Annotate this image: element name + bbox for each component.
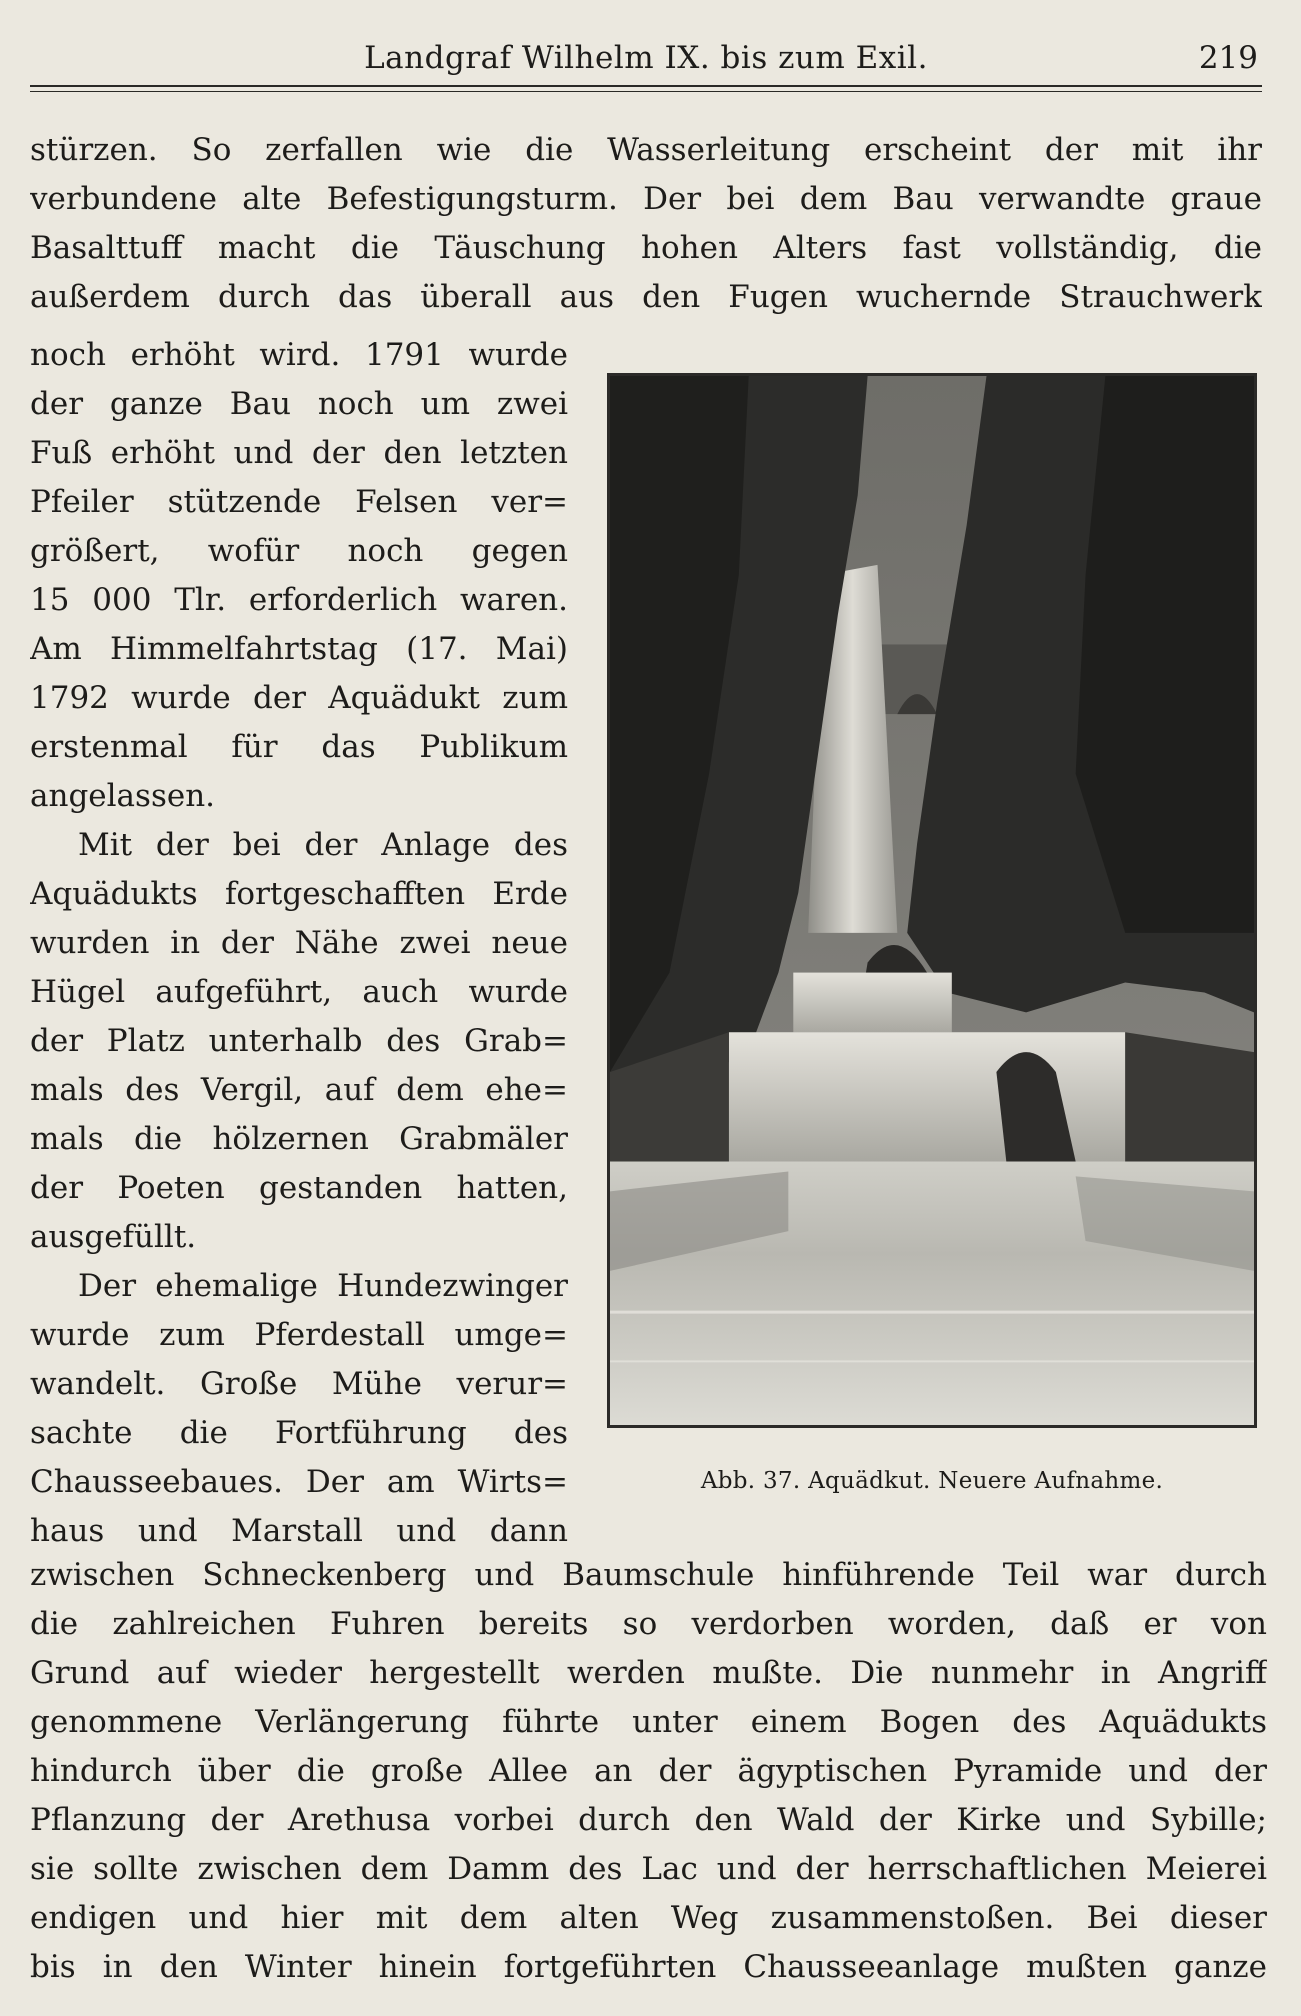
text-line: mals die hölzernen Grabmäler: [30, 1121, 568, 1157]
text-line: der Poeten gestanden hatten,: [30, 1170, 568, 1206]
text-line: die zahlreichen Fuhren bereits so verdorben worden, daß er von: [30, 1606, 1267, 1642]
paragraph-top: [30, 126, 1262, 322]
running-header: [30, 28, 1262, 88]
text-line: wurde zum Pferdestall umge=: [30, 1317, 568, 1353]
figure-photo-frame: [607, 373, 1257, 1428]
text-line: Chausseebaues. Der am Wirts=: [30, 1464, 568, 1500]
text-line: bis in den Winter hinein fortgeführten Chausseeanlage mußten ganze: [30, 1949, 1267, 1985]
waterfall-photo: [610, 376, 1254, 1425]
text-line: wandelt. Große Mühe verur=: [30, 1366, 568, 1402]
text-line: genommene Verlängerung führte unter einem Bogen des Aquädukts: [30, 1704, 1267, 1740]
text-line: Aquädukts fortgeschafften Erde: [30, 876, 568, 912]
text-line: der ganze Bau noch um zwei: [30, 386, 568, 422]
text-line: Grund auf wieder hergestellt werden mußte. Die nunmehr in Angriff: [30, 1655, 1267, 1691]
paragraph-left-column: [30, 331, 568, 1556]
text-line: zwischen Schneckenberg und Baumschule hinführende Teil war durch: [30, 1557, 1267, 1593]
text-line: sachte die Fortführung des: [30, 1415, 568, 1451]
text-line: ausgefüllt.: [30, 1219, 197, 1255]
text-line: verbundene alte Befestigungsturm. Der bei dem Bau verwandte graue: [30, 181, 1262, 217]
paragraph-bottom: [30, 1551, 1267, 1992]
text-line: haus und Marstall und dann: [30, 1513, 568, 1549]
figure-caption: Abb. 37. Aquädkut. Neuere Aufnahme.: [700, 1468, 1164, 1494]
text-line: mals des Vergil, auf dem ehe=: [30, 1072, 568, 1108]
text-line: wurden in der Nähe zwei neue: [30, 925, 568, 961]
text-line: Pflanzung der Arethusa vorbei durch den Wald der Kirke und Sybille;: [30, 1802, 1267, 1838]
text-line: 15 000 Tlr. erforderlich waren.: [30, 582, 568, 618]
text-line: noch erhöht wird. 1791 wurde: [30, 337, 568, 373]
running-title: Landgraf Wilhelm IX. bis zum Exil.: [364, 40, 928, 76]
header-rule-thick: [30, 85, 1262, 87]
text-line: 1792 wurde der Aquädukt zum: [30, 680, 568, 716]
header-rule-thin: [30, 91, 1262, 92]
text-line: Hügel aufgeführt, auch wurde: [30, 974, 568, 1010]
page-number: 219: [1198, 40, 1258, 76]
text-line: angelassen.: [30, 778, 216, 814]
text-line: Basalttuff macht die Täuschung hohen Alters fast vollständig, die: [30, 230, 1262, 266]
text-line: stürzen. So zerfallen wie die Wasserleitung erscheint der mit ihr: [30, 132, 1262, 168]
text-line: erstenmal für das Publikum: [30, 729, 568, 765]
text-line: endigen und hier mit dem alten Weg zusammenstoßen. Bei dieser: [30, 1900, 1267, 1936]
text-line: der Platz unterhalb des Grab=: [30, 1023, 568, 1059]
text-line: Mit der bei der Anlage des: [78, 827, 568, 863]
text-line: Fuß erhöht und der den letzten: [30, 435, 568, 471]
text-line: Am Himmelfahrtstag (17. Mai): [30, 631, 568, 667]
text-line: hindurch über die große Allee an der ägyptischen Pyramide und der: [30, 1753, 1267, 1789]
text-line: außerdem durch das überall aus den Fugen wuchernde Strauchwerk: [30, 279, 1262, 315]
text-line: sie sollte zwischen dem Damm des Lac und der herrschaftlichen Meierei: [30, 1851, 1267, 1887]
text-line: größert, wofür noch gegen: [30, 533, 568, 569]
text-line: Pfeiler stützende Felsen ver=: [30, 484, 568, 520]
text-line: Der ehemalige Hundezwinger: [78, 1268, 568, 1304]
